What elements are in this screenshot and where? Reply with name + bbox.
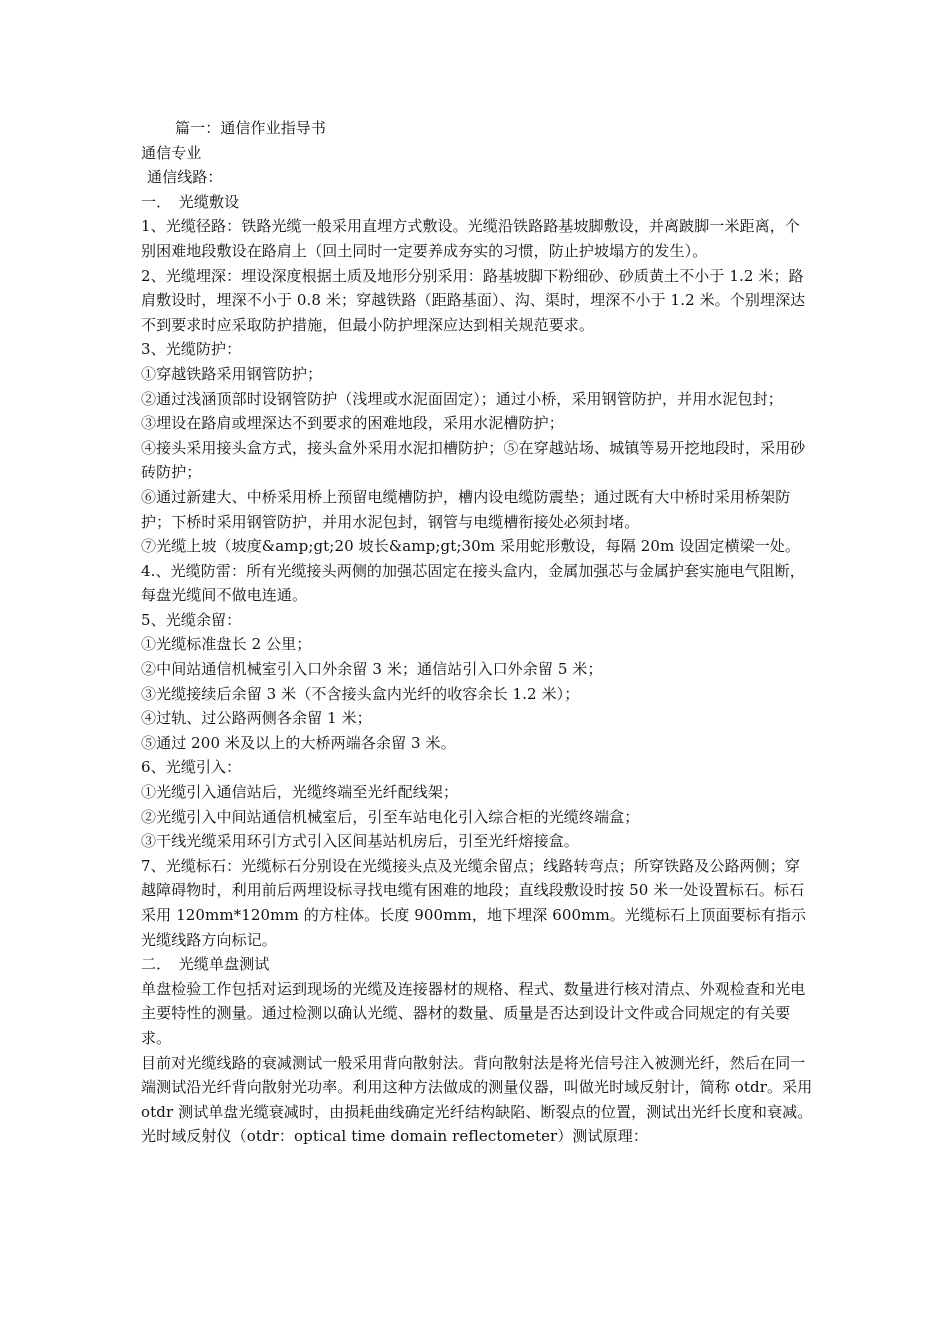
paragraph: ②中间站通信机械室引入口外余留 3 米；通信站引入口外余留 5 米； (141, 660, 603, 679)
major-label: 通信专业 (141, 143, 202, 162)
paragraph: ④过轨、过公路两侧各余留 1 米； (141, 709, 372, 728)
paragraph: ④接头采用接头盒方式，接头盒外采用水泥扣槽防护；⑤在穿越站场、城镇等易开挖地段时，采用砂砖防护； (141, 438, 806, 482)
paragraph: ③埋设在路肩或埋深达不到要求的困难地段，采用水泥槽防护； (141, 414, 564, 433)
paragraph: 4.、光缆防雷：所有光缆接头两侧的加强芯固定在接头盒内，金属加强芯与金属护套实施电气阻断，每盘光缆间不做电连通。 (141, 561, 805, 605)
paragraph: ①光缆标准盘长 2 公里； (141, 635, 312, 654)
document-body (141, 116, 813, 1149)
paragraph: ⑦光缆上坡（坡度&amp;gt;20 坡长&amp;gt;30m 采用蛇形敷设，每隔 20m 设固定横梁一处。 (141, 537, 800, 556)
paragraph: 1、光缆径路：铁路光缆一般采用直埋方式敷设。光缆沿铁路路基坡脚敷设，并离跛脚一米距离，个别困难地段敷设在路肩上（回土同时一定要养成夯实的习惯，防止护坡塌方的发生）。 (141, 217, 800, 260)
paragraph: 7、光缆标石：光缆标石分别设在光缆接头点及光缆余留点；线路转弯点；所穿铁路及公路两侧；穿越障碍物时，利用前后两埋设标寻找电缆有困难的地段；直线段敷设时按 50 米一处设置标石。标石采用 120mm*120mm 的方柱体。长度 900mm，地下埋深 600mm。光缆标石上顶面要标有指示光缆线路方向标记。 (141, 856, 807, 949)
document-title: 篇一：通信作业指导书 (175, 119, 327, 137)
paragraph: ③光缆接续后余留 3 米（不含接头盒内光纤的收容余长 1.2 米）； (141, 684, 580, 703)
paragraph: 目前对光缆线路的衰减测试一般采用背向散射法。背向散射法是将光信号注入被测光纤，然后在同一端测试沿光纤背向散射光功率。利用这种方法做成的测量仪器，叫做光时域反射计，简称 otdr。采用 otdr 测试单盘光缆衰减时，由损耗曲线确定光纤结构缺陷、断裂点的位置，测试出光纤长度和衰减。光时域反射仪（otdr：optical time domain reflectometer）测试原理： (141, 1053, 813, 1146)
paragraph: ②通过浅涵顶部时设钢管防护（浅埋或水泥面固定）；通过小桥，采用钢管防护，并用水泥包封； (141, 389, 783, 408)
paragraph: 6、光缆引入： (141, 758, 242, 777)
section-label: 通信线路： (147, 168, 223, 187)
paragraph: ⑤通过 200 米及以上的大桥两端各余留 3 米。 (141, 733, 456, 752)
paragraph: 一． 光缆敷设 (141, 192, 240, 211)
paragraph: ①穿越铁路采用钢管防护； (141, 364, 323, 383)
paragraph: ③干线光缆采用环引方式引入区间基站机房后，引至光纤熔接盒。 (141, 832, 579, 851)
paragraph: 二． 光缆单盘测试 (141, 955, 270, 974)
paragraph: ⑥通过新建大、中桥采用桥上预留电缆槽防护，槽内设电缆防震垫；通过既有大中桥时采用桥架防护；下桥时采用钢管防护，并用水泥包封，钢管与电缆槽衔接处必须封堵。 (141, 487, 791, 531)
paragraph: 2、光缆埋深：埋设深度根据土质及地形分别采用：路基坡脚下粉细砂、砂质黄土不小于 1.2 米；路肩敷设时，埋深不小于 0.8 米；穿越铁路（距路基面）、沟、渠时，埋深不小于 1.2 米。个别埋深达不到要求时应采取防护措施，但最小防护埋深应达到相关规范要求。 (141, 266, 806, 334)
paragraph: 3、光缆防护： (141, 340, 242, 359)
paragraph: 单盘检验工作包括对运到现场的光缆及连接器材的规格、程式、数量进行核对清点、外观检查和光电主要特性的测量。通过检测以确认光缆、器材的数量、质量是否达到设计文件或合同规定的有关要求。 (141, 979, 806, 1047)
paragraph: 5、光缆余留： (141, 610, 242, 629)
paragraph: ②光缆引入中间站通信机械室后，引至车站电化引入综合柜的光缆终端盒； (141, 807, 640, 826)
paragraph: ①光缆引入通信站后，光缆终端至光纤配线架； (141, 783, 459, 802)
